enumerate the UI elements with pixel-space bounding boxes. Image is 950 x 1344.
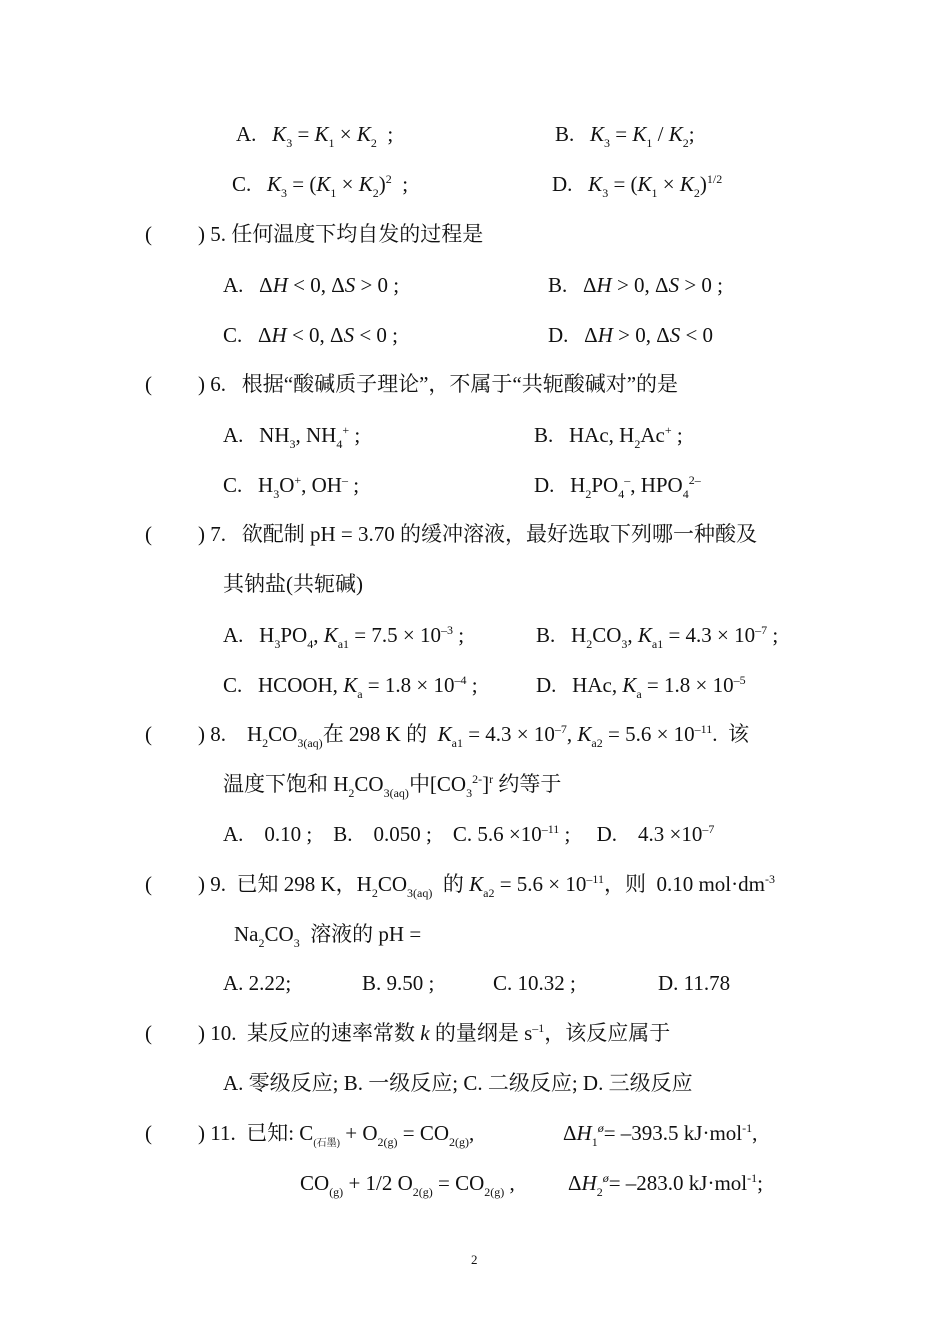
q7-option-b: B. $H_2CO_3$, $K_{a1} = 4.3 \times 10^{-7}$ ; <box>536 623 779 651</box>
q7-option-c: C. HCOOH, $K_a = 1.8 \times 10^{-4}$ ; <box>223 673 478 701</box>
q9-option-c: C. 10.32 ; <box>493 971 576 995</box>
q11-enthalpy-1: $\Delta H_1^ø= -393.5$ kJ·mol$^{-1}$, <box>563 1121 758 1149</box>
option-label: B. <box>536 623 556 647</box>
q9-option-a: A. 2.22; <box>223 971 292 995</box>
option-b: B. 0.050 ; <box>333 822 432 846</box>
q5-option-c: C. ΔH < 0, ΔS < 0 ; <box>223 323 398 347</box>
option-d: D. 4.3 ×10 <box>596 822 703 846</box>
option-label: D. <box>552 172 573 196</box>
q8-stem: ) 8. $H_2CO_{3(aq)}$在 298 K 的 $K_{a1} = 4.3 \times 10^{-7}$, $K_{a2} = 5.6 \times 10^{-11}$. 该 <box>198 722 749 750</box>
question-number: ) 7. <box>198 522 226 546</box>
q9-stem-continued: $Na_2CO_3$ 溶液的 pH = <box>234 922 422 950</box>
option-label: C. <box>232 172 252 196</box>
option-label: A. <box>223 273 244 297</box>
q9-stem: ) 9. 已知 298 K，$H_2CO_{3(aq)}$ 的 $K_{a2} = 5.6 \times 10^{-11}$，则 0.10 $mol\cdot dm^{-3}$ <box>198 872 775 900</box>
answer-paren: ( <box>145 722 152 746</box>
q6-option-c: C. $H_3O^+$, OH– ; <box>223 473 360 501</box>
option-label: A. <box>223 423 244 447</box>
q5-option-a: A. ΔH < 0, ΔS > 0 ; <box>223 273 400 297</box>
option-label: D. <box>548 323 569 347</box>
q6-stem <box>198 374 678 395</box>
q8-options: A. 0.10 ; B. 0.050 ; C. $5.6 \times 10^{-11}$ ; D. $4.3 \times 10^{-7}$ <box>223 822 715 846</box>
question-text: 欲配制 pH = 3.70 的缓冲溶液，最好选取下列哪一种酸及 <box>241 522 758 546</box>
q7-option-a: A. $H_3PO_4$, $K_{a1} = 7.5 \times 10^{-3}$ ; <box>223 623 465 651</box>
q6-option-d: D. $H_2PO_4^-$, $HPO_4^{2-}$ <box>534 473 701 501</box>
answer-paren: ( <box>145 522 152 546</box>
option-label: C. <box>223 473 243 497</box>
q5-stem <box>198 224 483 245</box>
stem-text: 中[CO <box>408 772 467 796</box>
q11-equation-2: $CO_{(g)} + 1/2$ $O_{2(g)} = CO_{2(g)}$ , <box>300 1171 515 1199</box>
question-number: ) 8. <box>198 722 226 746</box>
stem-text: 约等于 <box>498 772 562 796</box>
q4-option-a: A. $K_3 = K_1 \times K_2$ ; <box>236 122 394 150</box>
q10-stem: ) 10. 某反应的速率常数 k 的量纲是 $s^{-1}$，该反应属于 <box>198 1021 671 1045</box>
option-label: D. <box>534 473 555 497</box>
stem-text: 已知: C <box>246 1121 314 1145</box>
q6-option-b: B. HAc, $H_2Ac^+$ ; <box>534 423 683 451</box>
q7-option-d: D. HAc, $K_a = 1.8 \times 10^{-5}$ <box>536 673 746 701</box>
q11-stem: ) 11. 已知: $C_{(石墨)} + O_{2(g)} = CO_{2(g)}$, <box>198 1121 475 1149</box>
option-label: A. <box>236 122 257 146</box>
question-number: ) 6. <box>198 372 226 396</box>
option-label: C. <box>223 673 243 697</box>
option-a: A. 0.10 ; <box>223 822 313 846</box>
q7-stem-continued: 其钠盐(共轭碱) <box>223 572 363 596</box>
question-number: ) 11. <box>198 1121 236 1145</box>
q8-stem-continued: 温度下饱和 $H_2CO_{3(aq)}$中$[CO_3^{2-}]^r$ 约等于 <box>223 772 562 800</box>
answer-paren: ( <box>145 1121 152 1145</box>
q5-option-d: D. ΔH > 0, ΔS < 0 <box>548 323 714 347</box>
q9-option-d: D. 11.78 <box>658 971 731 995</box>
option-label: B. <box>555 122 575 146</box>
q11-enthalpy-2: $\Delta H_2^ø= -283.0$ kJ·mol$^{-1}$; <box>568 1171 763 1199</box>
question-text: 根据“酸碱质子理论”，不属于“共轭酸碱对”的是 <box>241 372 679 396</box>
answer-paren: ( <box>145 222 152 246</box>
q4-option-b: B. $K_3 = K_1 / K_2$; <box>555 122 695 150</box>
question-number: ) 10. <box>198 1021 237 1045</box>
graphite-subscript: (石墨) <box>313 1138 340 1149</box>
option-label: B. <box>534 423 554 447</box>
q4-option-c: C. $K_3 = (K_1 \times K_2)^2$ ; <box>232 172 409 200</box>
question-number: ) 9. <box>198 872 226 896</box>
option-label: C. <box>223 323 243 347</box>
answer-paren: ( <box>145 1021 152 1045</box>
option-label: A. <box>223 623 244 647</box>
q7-stem <box>198 524 757 545</box>
q5-option-b: B. ΔH > 0, ΔS > 0 ; <box>548 273 723 297</box>
q10-options: A. 零级反应; B. 一级反应; C. 二级反应; D. 三级反应 <box>223 1071 693 1095</box>
answer-paren: ( <box>145 872 152 896</box>
option-label: D. <box>536 673 557 697</box>
answer-paren: ( <box>145 372 152 396</box>
option-c: C. 5.6 ×10 <box>452 822 542 846</box>
q4-option-d: D. $K_3 = (K_1 \times K_2)^{1/2}$ <box>552 172 723 200</box>
page-number: 2 <box>471 1252 478 1267</box>
q6-option-a: A. $NH_3$, $NH_4^+$ ; <box>223 423 361 451</box>
q9-option-b: B. 9.50 ; <box>362 971 435 995</box>
question-text: 任何温度下均自发的过程是 <box>231 222 484 246</box>
question-number: ) 5. <box>198 222 226 246</box>
stem-text: 温度下饱和 <box>223 772 328 796</box>
option-label: B. <box>548 273 568 297</box>
